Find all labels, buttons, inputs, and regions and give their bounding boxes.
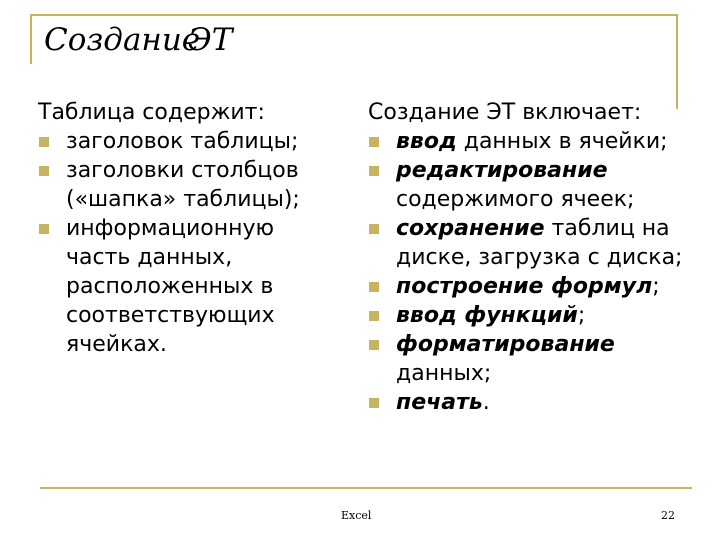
emphasized-term: редактирование: [396, 158, 608, 183]
left-list-item-text: заголовок таблицы;: [66, 129, 299, 154]
left-list-item-text: информационную часть данных, расположенных в соответствующих ячейках.: [66, 216, 275, 357]
list-item-rest-text: таблиц на диске, загрузка с диска;: [396, 216, 683, 270]
square-bullet-icon: [39, 224, 49, 234]
title-main-text: Создание: [44, 22, 201, 58]
square-bullet-icon: [39, 137, 49, 147]
square-bullet-icon: [369, 282, 379, 292]
left-list-item: [38, 214, 338, 359]
list-item-rest-text: ;: [652, 274, 660, 299]
top-rule-line: [30, 14, 678, 16]
right-list-item: [368, 127, 713, 156]
list-item-rest-text: .: [482, 390, 490, 415]
left-list-item: [38, 127, 338, 156]
square-bullet-icon: [369, 340, 379, 350]
square-bullet-icon: [369, 137, 379, 147]
footer-caption: Excel: [341, 509, 372, 522]
page-number: 22: [661, 509, 675, 522]
square-bullet-icon: [369, 311, 379, 321]
left-list-item-text: заголовки столбцов («шапка» таблицы);: [66, 158, 300, 212]
bottom-rule-line: [40, 487, 692, 489]
right-list-item: [368, 272, 713, 301]
list-item-rest-text: ;: [577, 303, 586, 328]
left-column: [38, 98, 338, 359]
list-item-rest-text: данных;: [396, 361, 492, 386]
square-bullet-icon: [369, 166, 379, 176]
square-bullet-icon: [369, 398, 379, 408]
left-list-item: [38, 156, 338, 214]
right-list-item: [368, 330, 713, 388]
right-list-item: [368, 388, 713, 417]
emphasized-term: ввод функций: [396, 303, 578, 328]
title-overlap-text: ЭТ: [188, 22, 233, 58]
list-item-rest-text: содержимого ячеек;: [396, 187, 635, 212]
emphasized-term: сохранение: [396, 216, 545, 241]
emphasized-term: печать: [396, 390, 483, 415]
list-item-rest-text: данных в ячейки;: [456, 129, 668, 154]
left-vertical-line: [30, 14, 32, 64]
right-list-item: [368, 301, 713, 330]
left-column-heading: Таблица содержит:: [38, 100, 265, 125]
right-vertical-line: [676, 14, 678, 109]
emphasized-term: ввод: [396, 129, 457, 154]
emphasized-term: форматирование: [396, 332, 615, 357]
square-bullet-icon: [369, 224, 379, 234]
right-list-item: [368, 156, 713, 214]
emphasized-term: построение формул: [396, 274, 653, 299]
right-column-heading: Создание ЭТ включает:: [368, 100, 642, 125]
right-list-item: [368, 214, 713, 272]
square-bullet-icon: [39, 166, 49, 176]
right-column: [368, 98, 713, 417]
